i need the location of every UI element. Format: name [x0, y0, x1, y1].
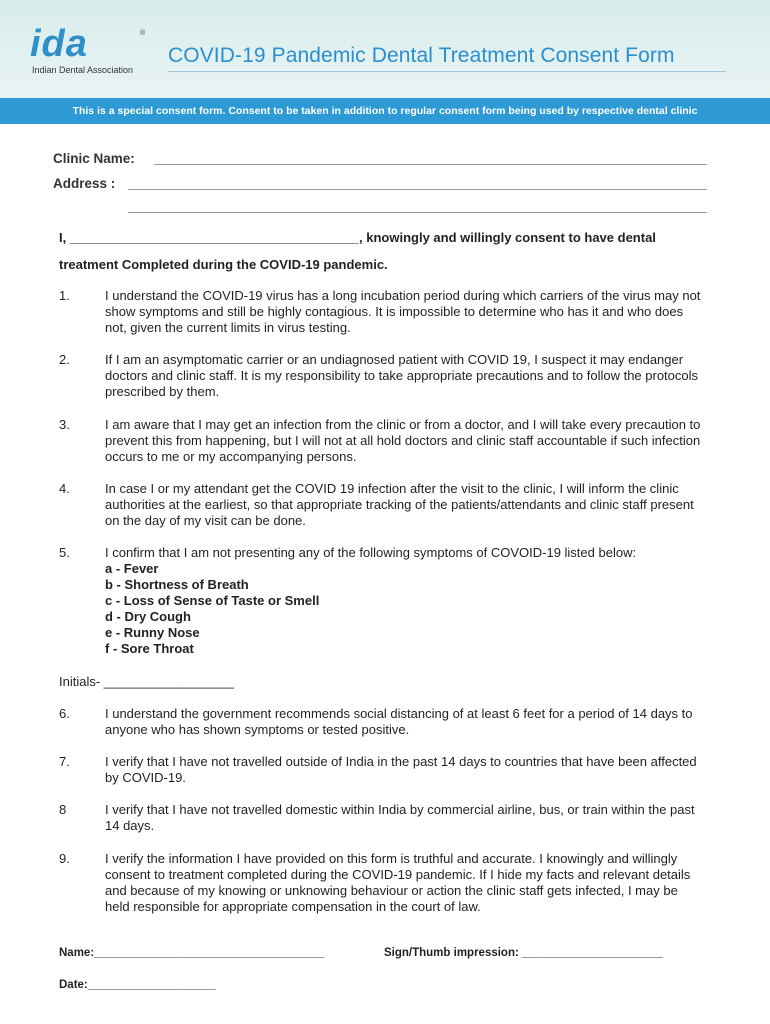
item-number: 1.	[59, 288, 70, 303]
clinic-name-field[interactable]	[154, 164, 707, 165]
symptom-item: d - Dry Cough	[105, 609, 191, 624]
item-number: 6.	[59, 706, 70, 721]
clinic-name-label: Clinic Name:	[53, 151, 135, 166]
item-text: I am aware that I may get an infection from the clinic or from a doctor, and I will take every precaution to prevent this from happening, but I will not at all hold doctors and clinic staff accountable if such infection occurs to me or my accompanying persons.	[105, 417, 701, 464]
item-number: 4.	[59, 481, 70, 496]
item-text: I confirm that I am not presenting any of the following symptoms of COVOID-19 listed below:	[105, 545, 637, 560]
header	[0, 0, 770, 98]
address-field-line-2[interactable]	[128, 212, 707, 213]
date-field[interactable]: Date:____________________	[59, 979, 216, 991]
logo-wordmark: ida	[30, 23, 88, 65]
logo-subtitle: Indian Dental Association	[32, 65, 134, 75]
symptom-item: f - Sore Throat	[105, 641, 194, 656]
address-field-line-1[interactable]	[128, 189, 707, 190]
item-text: I verify the information I have provided on this form is truthful and accurate. I knowingly and willingly consent to treatment completed during the COVID-19 pandemic. If I hide my facts and relevant details and because of my knowing or unknowing behaviour or action the clinic staff gets infected, I may be held responsible for appropriate compensation in the court of law.	[105, 851, 691, 914]
symptom-item: a - Fever	[105, 561, 159, 576]
item-text: I understand the government recommends social distancing of at least 6 feet for a period of 14 days to anyone who has shown symptoms or tested positive.	[105, 706, 693, 737]
item-number: 5.	[59, 545, 70, 560]
initials-field[interactable]: Initials- __________________	[59, 674, 234, 689]
item-text: If I am an asymptomatic carrier or an undiagnosed patient with COVID 19, I suspect it may endanger doctors and clinic staff. It is my responsibility to take appropriate precautions and to follow the protocols prescribed by them.	[105, 352, 699, 399]
item-number: 9.	[59, 851, 70, 866]
symptom-item: c - Loss of Sense of Taste or Smell	[105, 593, 320, 608]
registered-mark: ®	[140, 30, 146, 37]
item-text: I verify that I have not travelled outside of India in the past 14 days to countries that have been affected by COVID-19.	[105, 754, 697, 785]
item-text: In case I or my attendant get the COVID 19 infection after the visit to the clinic, I will inform the clinic authorities at the earliest, so that appropriate tracking of the patients/attendants and clinic staff present on the day of my visit can be done.	[105, 481, 694, 528]
item-number: 8	[59, 802, 67, 817]
name-field[interactable]: Name:____________________________________	[59, 947, 325, 959]
ida-logo	[28, 23, 148, 76]
title-underline	[168, 71, 726, 72]
consent-statement-line-2: treatment Completed during the COVID-19 pandemic.	[59, 257, 388, 272]
item-number: 2.	[59, 352, 70, 367]
symptom-item: e - Runny Nose	[105, 625, 200, 640]
item-number: 7.	[59, 754, 70, 769]
item-text: I verify that I have not travelled domestic within India by commercial airline, bus, or train within the past 14 days.	[105, 802, 695, 833]
address-label: Address :	[53, 176, 116, 191]
notice-banner: This is a special consent form. Consent to be taken in addition to regular consent form being used by respective dental clinic	[0, 98, 770, 124]
signature-field[interactable]: Sign/Thumb impression: ______________________	[384, 947, 663, 959]
consent-statement-line-1: I, ________________________________________, knowingly and willingly consent to have dental	[59, 230, 656, 245]
item-number: 3.	[59, 417, 70, 432]
form-title: COVID-19 Pandemic Dental Treatment Consent Form	[168, 44, 675, 67]
item-text: I understand the COVID-19 virus has a long incubation period during which carriers of the virus may not show symptoms and still be highly contagious. It is impossible to determine who has it and who does not, given the current limits in virus testing.	[105, 288, 701, 335]
symptom-item: b - Shortness of Breath	[105, 577, 249, 592]
